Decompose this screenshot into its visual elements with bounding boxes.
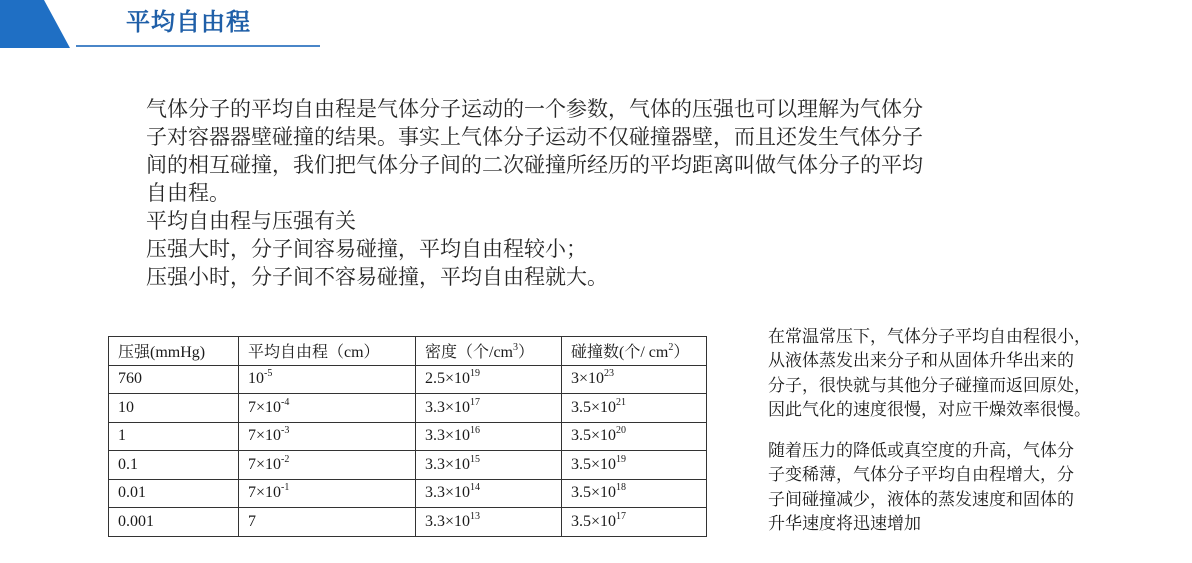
header-mean-free-path: 平均自由程（cm） (239, 337, 416, 366)
header-corner-decoration (0, 0, 70, 48)
cell-pressure: 1 (109, 422, 239, 451)
table-row (109, 451, 707, 480)
cell-density: $3.3\times 10^{14}$ (416, 479, 562, 508)
cell-density: $2.5\times 10^{19}$ (416, 365, 562, 394)
note-vacuum-effect: 随着压力的降低或真空度的升高，气体分 子变稀薄，气体分子平均自由程增大，分 子间碰撞减少，液体的蒸发速度和固体的 升华速度将迅速增加 (768, 441, 1074, 535)
cell-density: $3.3\times 10^{13}$ (416, 508, 562, 537)
cell-collisions: $3.5\times 10^{17}$ (562, 508, 707, 537)
cell-mean-free-path: $7\times 10^{-4}$ (239, 394, 416, 423)
table-row (109, 365, 707, 394)
page-title: 平均自由程 (126, 8, 251, 36)
note-normal-conditions: 在常温常压下，气体分子平均自由程很小， 从液体蒸发出来分子和从固体升华出来的 分子，很快就与其他分子碰撞而返回原处， 因此气化的速度很慢，对应干燥效率很慢。 (768, 327, 1091, 420)
cell-pressure: 760 (109, 365, 239, 394)
table-row (109, 479, 707, 508)
cell-mean-free-path: $7\times 10^{-2}$ (239, 451, 416, 480)
table-header-row (109, 337, 707, 366)
cell-density: $3.3\times 10^{15}$ (416, 451, 562, 480)
cell-density: $3.3\times 10^{16}$ (416, 422, 562, 451)
side-notes (768, 325, 1178, 536)
cell-pressure: 0.1 (109, 451, 239, 480)
cell-mean-free-path: $10^{-5}$ (239, 365, 416, 394)
cell-collisions: $3.5\times 10^{20}$ (562, 422, 707, 451)
table-row (109, 422, 707, 451)
cell-mean-free-path: $7\times 10^{-1}$ (239, 479, 416, 508)
cell-collisions: $3.5\times 10^{18}$ (562, 479, 707, 508)
pressure-table (108, 336, 707, 537)
paragraph-low-pressure: 压强小时，分子间不容易碰撞，平均自由程就大。 (146, 265, 608, 289)
cell-collisions: $3.5\times 10^{19}$ (562, 451, 707, 480)
table-row (109, 508, 707, 537)
cell-collisions: $3\times 10^{23}$ (562, 365, 707, 394)
cell-mean-free-path: 7 (239, 508, 416, 537)
intro-text (146, 95, 1046, 291)
cell-collisions: $3.5\times 10^{21}$ (562, 394, 707, 423)
cell-pressure: 10 (109, 394, 239, 423)
table-row (109, 394, 707, 423)
cell-pressure: 0.01 (109, 479, 239, 508)
header-pressure: 压强(mmHg) (109, 337, 239, 366)
paragraph-definition: 气体分子的平均自由程是气体分子运动的一个参数，气体的压强也可以理解为气体分 子对容器器壁碰撞的结果。事实上气体分子运动不仅碰撞器壁，而且还发生气体分子 间的相互碰撞，我们把气体分子间的二次碰撞所经历的平均距离叫做气体分子的平均 自由程。 (146, 97, 923, 205)
cell-density: $3.3\times 10^{17}$ (416, 394, 562, 423)
cell-pressure: 0.001 (109, 508, 239, 537)
paragraph-high-pressure: 压强大时，分子间容易碰撞，平均自由程较小； (146, 237, 587, 261)
paragraph-relation: 平均自由程与压强有关 (146, 209, 356, 233)
table-body (109, 365, 707, 536)
title-underline (76, 45, 320, 47)
header-collisions: 碰撞数(个/ $cm^2$） (562, 337, 707, 366)
header-density: 密度（个$/cm^3$） (416, 337, 562, 366)
cell-mean-free-path: $7\times 10^{-3}$ (239, 422, 416, 451)
